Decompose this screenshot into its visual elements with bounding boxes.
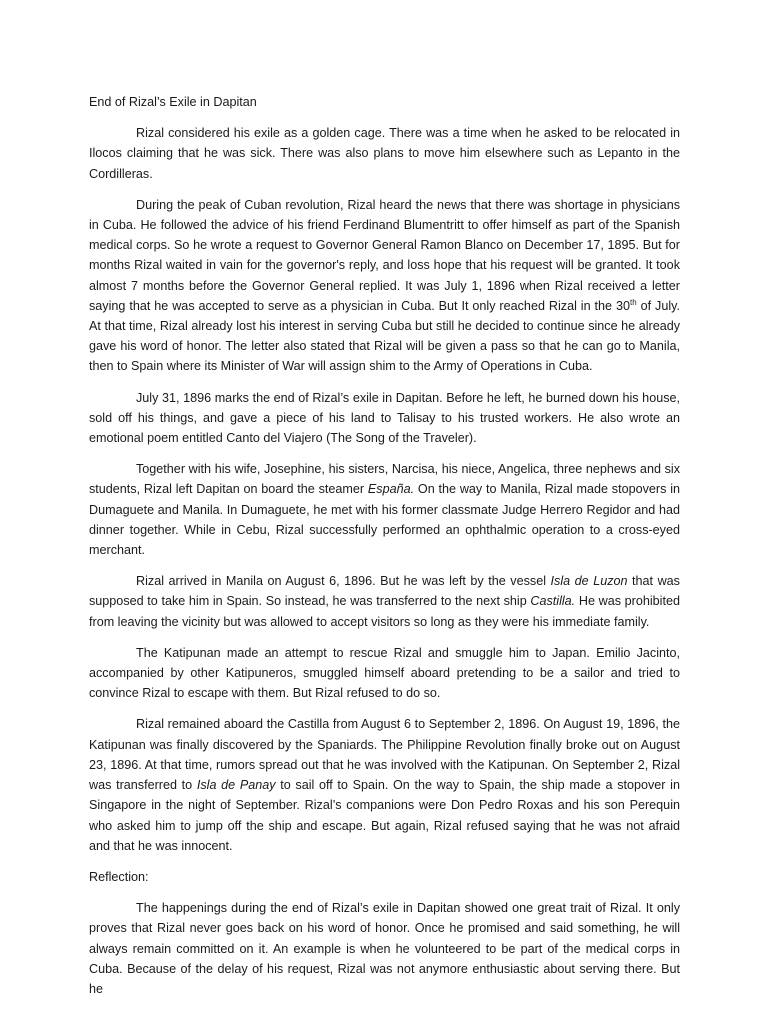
body-paragraph: [89, 388, 680, 449]
text-run: of July. At that time, Rizal already lost his interest in serving Cuba but still he decided to continue since he already gave his word of honor. The letter also stated that Rizal will be given a pass so that he can go to Manila, then to Spain where its Minister of War will assign shim to the Army of Operations in Cuba.: [89, 298, 680, 374]
text-run: Rizal considered his exile as a golden cage. There was a time when he asked to be relocated in Ilocos claiming that he was sick. There was also plans to move him elsewhere such as Lepanto in the Cordilleras.: [89, 126, 680, 181]
text-run: Together with his wife, Josephine, his sisters, Narcisa, his niece, Angelica, three nephews and six students, Rizal left Dapitan on board the steamer: [89, 462, 680, 497]
italic-text: Isla de Panay: [196, 778, 276, 793]
body-paragraph: [89, 195, 680, 377]
body-paragraph: [89, 123, 680, 184]
text-run: He was prohibited from leaving the vicinity but was allowed to accept visitors so long as they were his immediate family.: [89, 594, 680, 629]
italic-text: Isla de Luzon: [550, 574, 628, 589]
italic-text: España.: [367, 482, 415, 497]
italic-text: Castilla.: [530, 594, 576, 609]
text-run: On the way to Manila, Rizal made stopovers in Dumaguete and Manila. In Dumaguete, he met with his former classmate Judge Herrero Regidor and had dinner together. While in Cebu, Rizal successfully performed an ophthalmic operation to a cross-eyed merchant.: [89, 482, 680, 558]
reflection-label: Reflection:: [89, 869, 149, 884]
body-paragraph: [89, 571, 680, 632]
paragraph-list: [89, 123, 680, 856]
text-run: that was supposed to take him in Spain. So instead, he was transferred to the next ship: [89, 574, 680, 609]
text-run: July 31, 1896 marks the end of Rizal’s exile in Dapitan. Before he left, he burned down his house, sold off his things, and gave a piece of his land to Talisay to his trusted workers. He also wrote an emotional poem entitled Canto del Viajero (The Song of the Traveler).: [89, 390, 680, 446]
document-body: [89, 92, 680, 999]
text-run: Rizal remained aboard the Castilla from August 6 to September 2, 1896. On August 19, 1896, the Katipunan was finally discovered by the Spaniards. The Philippine Revolution finally broke out on August 23, 1896. At that time, rumors spread out that he was involved with the Katipunan. On September 2, Rizal was transferred to: [89, 717, 680, 793]
body-paragraph: [89, 714, 680, 855]
text-run: The Katipunan made an attempt to rescue Rizal and smuggle him to Japan. Emilio Jacinto, accompanied by other Katipuneros, smuggled himself aboard pretending to be a sailor and tried to convince Rizal to escape with them. But Rizal refused to do so.: [89, 645, 680, 701]
body-paragraph: [89, 643, 680, 704]
text-run: During the peak of Cuban revolution, Rizal heard the news that there was shortage in physicians in Cuba. He followed the advice of his friend Ferdinand Blumentritt to offer himself as part of the Spanish medical corps. So he wrote a request to Governor General Ramon Blanco on December 17, 1895. But for months Rizal waited in vain for the governor's reply, and loss hope that his request will be granted. It took almost 7 months before the Governor General replied. It was July 1, 1896 when Rizal received a letter saying that he was accepted to serve as a physician in Cuba. But It only reached Rizal in the 30: [89, 197, 680, 313]
reflection-paragraph: The happenings during the end of Rizal’s exile in Dapitan showed one great trait of Rizal. It only proves that Rizal never goes back on his word of honor. Once he promised and said something, he will always remain committed on it. An example is when he volunteered to be part of the medical corps in Cuba. Because of the delay of his request, Rizal was not anymore enthusiastic about serving there. But he: [89, 901, 680, 996]
text-run: to sail off to Spain. On the way to Spain, the ship made a stopover in Singapore in the night of September. Rizal’s companions were Don Pedro Roxas and his son Perequin who asked him to jump off the ship and escape. But again, Rizal refused saying that he was not afraid and that he was innocent.: [89, 778, 680, 853]
body-paragraph: [89, 459, 680, 560]
document-title: End of Rizal’s Exile in Dapitan: [89, 95, 257, 109]
text-run: Rizal arrived in Manila on August 6, 1896. But he was left by the vessel: [136, 574, 551, 589]
superscript-text: th: [630, 297, 637, 307]
